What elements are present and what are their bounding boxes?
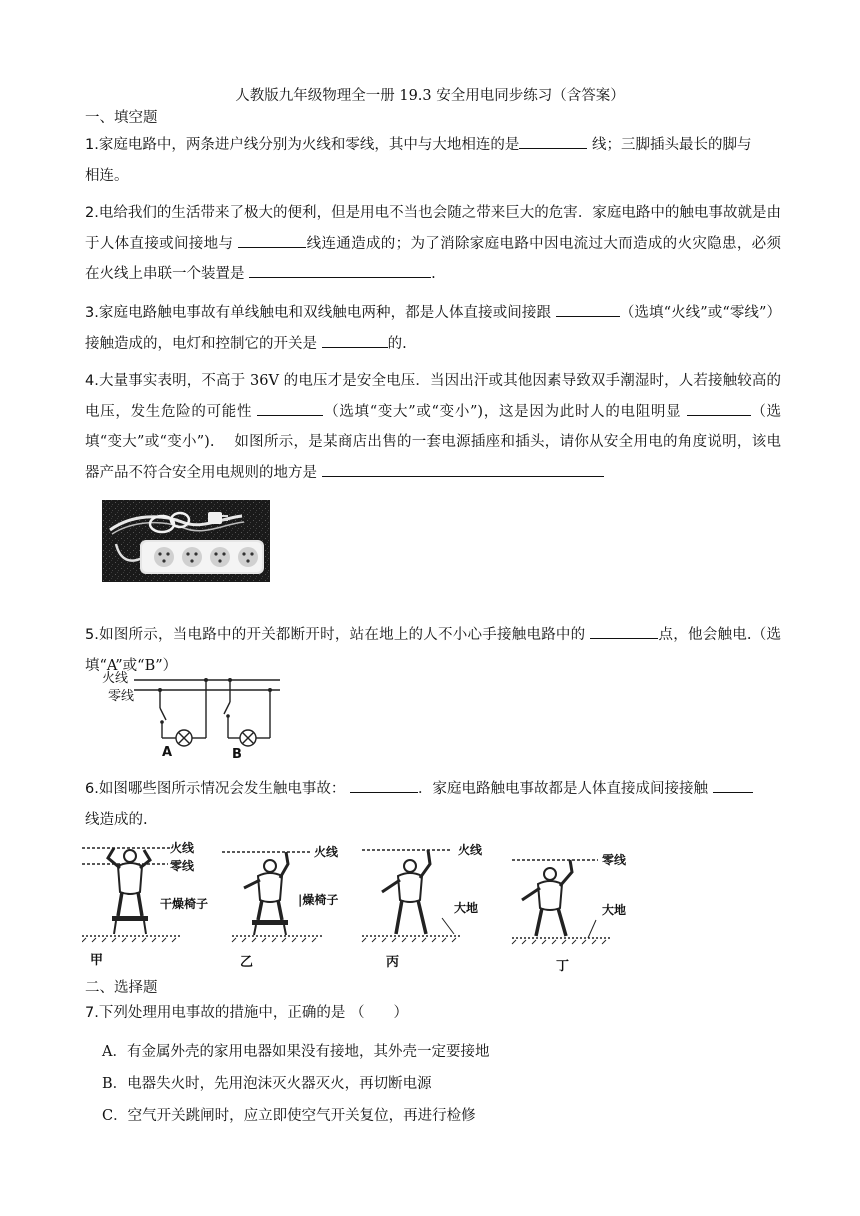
question-text: ．家庭电路触电事故都是人体直接成间接接触 [417,781,713,797]
question-text: 线造成的. [85,811,148,828]
question-number: 7. [85,1005,99,1021]
question-4 [85,366,781,488]
label-live-wire: 火线 [458,843,483,857]
label-neutral-wire: 零线 [602,853,627,867]
answer-blank[interactable] [350,776,418,793]
label-neutral-wire: 零线 [108,689,135,704]
circuit-diagram [100,664,285,760]
section-fill-in: 一、填空题 [85,110,158,126]
question-text: 家庭电路中，两条进户线分别为火线和零线，其中与大地相连的是 [98,137,520,153]
question-3 [85,298,781,359]
question-text: . [431,266,436,282]
question-text: 如图所示，当电路中的开关都断开时，站在地上的人不小心手接触电路中的 [98,627,591,643]
question-text: （选填“火线”或“零线”）接触造成的，电灯和控制它的开关是 [85,305,782,352]
question-text: 的. [387,335,407,352]
question-7 [85,998,781,1029]
question-number: 2. [85,205,99,221]
caption-ding: 丁 [556,959,570,974]
point-a-label: A [162,745,173,760]
caption-yi: 乙 [240,955,254,970]
question-text: 点，他会触电.（选填“A”或“B”） [85,627,782,674]
page-title: 人教版九年级物理全一册 19.3 安全用电同步练习（含答案） [235,88,625,104]
answer-blank[interactable] [322,460,604,477]
question-text: （选填“变大”或“变小”)，这是因为此时人的电阻明显 [323,403,687,420]
label-ground: 大地 [454,901,479,915]
question-number: 6. [85,781,99,797]
answer-blank[interactable] [687,399,751,416]
question-number: 5. [85,627,99,643]
label-live-wire: 火线 [170,841,195,855]
question-text: 家庭电路触电事故有单线触电和双线触电两种，都是人体直接或间接跟 [98,305,556,321]
caption-bing: 丙 [386,955,400,970]
label-live-wire: 火线 [314,845,339,859]
question-text: （选填“变大”或“变小”). 如图所示，是某商店出售的一套电源插座和插头，请你从安全用电的角度说明，该电器产品不符合安全用电规则的地方是 [85,403,782,481]
answer-blank[interactable] [590,622,658,639]
answer-blank[interactable] [322,331,388,348]
point-b-label: B [232,747,242,760]
question-number: 3. [85,305,99,321]
answer-blank[interactable] [713,776,753,793]
question-text: 下列处理用电事故的措施中，正确的是 （ ） [98,1005,408,1021]
question-text: 线；三脚插头最长的脚与 [587,137,752,153]
option-c[interactable]: C．空气开关跳闸时，应立即使空气开关复位，再进行检修 [102,1108,476,1124]
label-dry-chair: |燥椅子 [298,893,339,907]
question-text: 大量事实表明，不高于 36V 的电压才是安全电压．当因出汗或其他因素导致双手潮湿时，人若接触较高的电压，发生危险的可能性 [85,373,781,420]
option-b[interactable]: B．电器失火时，先用泡沫灭火器灭火，再切断电源 [102,1076,432,1092]
power-strip-photo [102,500,270,582]
answer-blank[interactable] [257,399,323,416]
answer-blank[interactable] [249,261,431,278]
question-text: 电给我们的生活带来了极大的便利，但是用电不当也会随之带来巨大的危害．家庭电路中的触电事故就是由于人体直接或间接地与 [85,205,781,252]
answer-blank[interactable] [519,132,587,149]
answer-blank[interactable] [556,300,620,317]
question-6 [85,774,781,835]
label-dry-chair: 干燥椅子 [160,897,209,911]
question-text: 如图哪些图所示情况会发生触电事故： [98,781,350,797]
question-number: 1. [85,137,99,153]
label-live-wire: 火线 [102,671,129,686]
question-text: 相连。 [85,167,129,184]
answer-blank[interactable] [238,231,306,248]
question-number: 4. [85,373,99,389]
question-1 [85,130,781,191]
label-neutral-wire: 零线 [170,859,195,873]
electrocution-scenarios-figure [82,838,642,974]
option-a[interactable]: A．有金属外壳的家用电器如果没有接地，其外壳一定要接地 [102,1044,490,1060]
question-text: 线连通造成的；为了消除家庭电路中因电流过大而造成的火灾隐患，必须在火线上串联一个装置是 [85,235,782,282]
caption-jia: 甲 [90,953,104,968]
question-2 [85,198,781,290]
label-ground: 大地 [602,903,627,917]
section-multiple-choice: 二、选择题 [85,980,158,996]
